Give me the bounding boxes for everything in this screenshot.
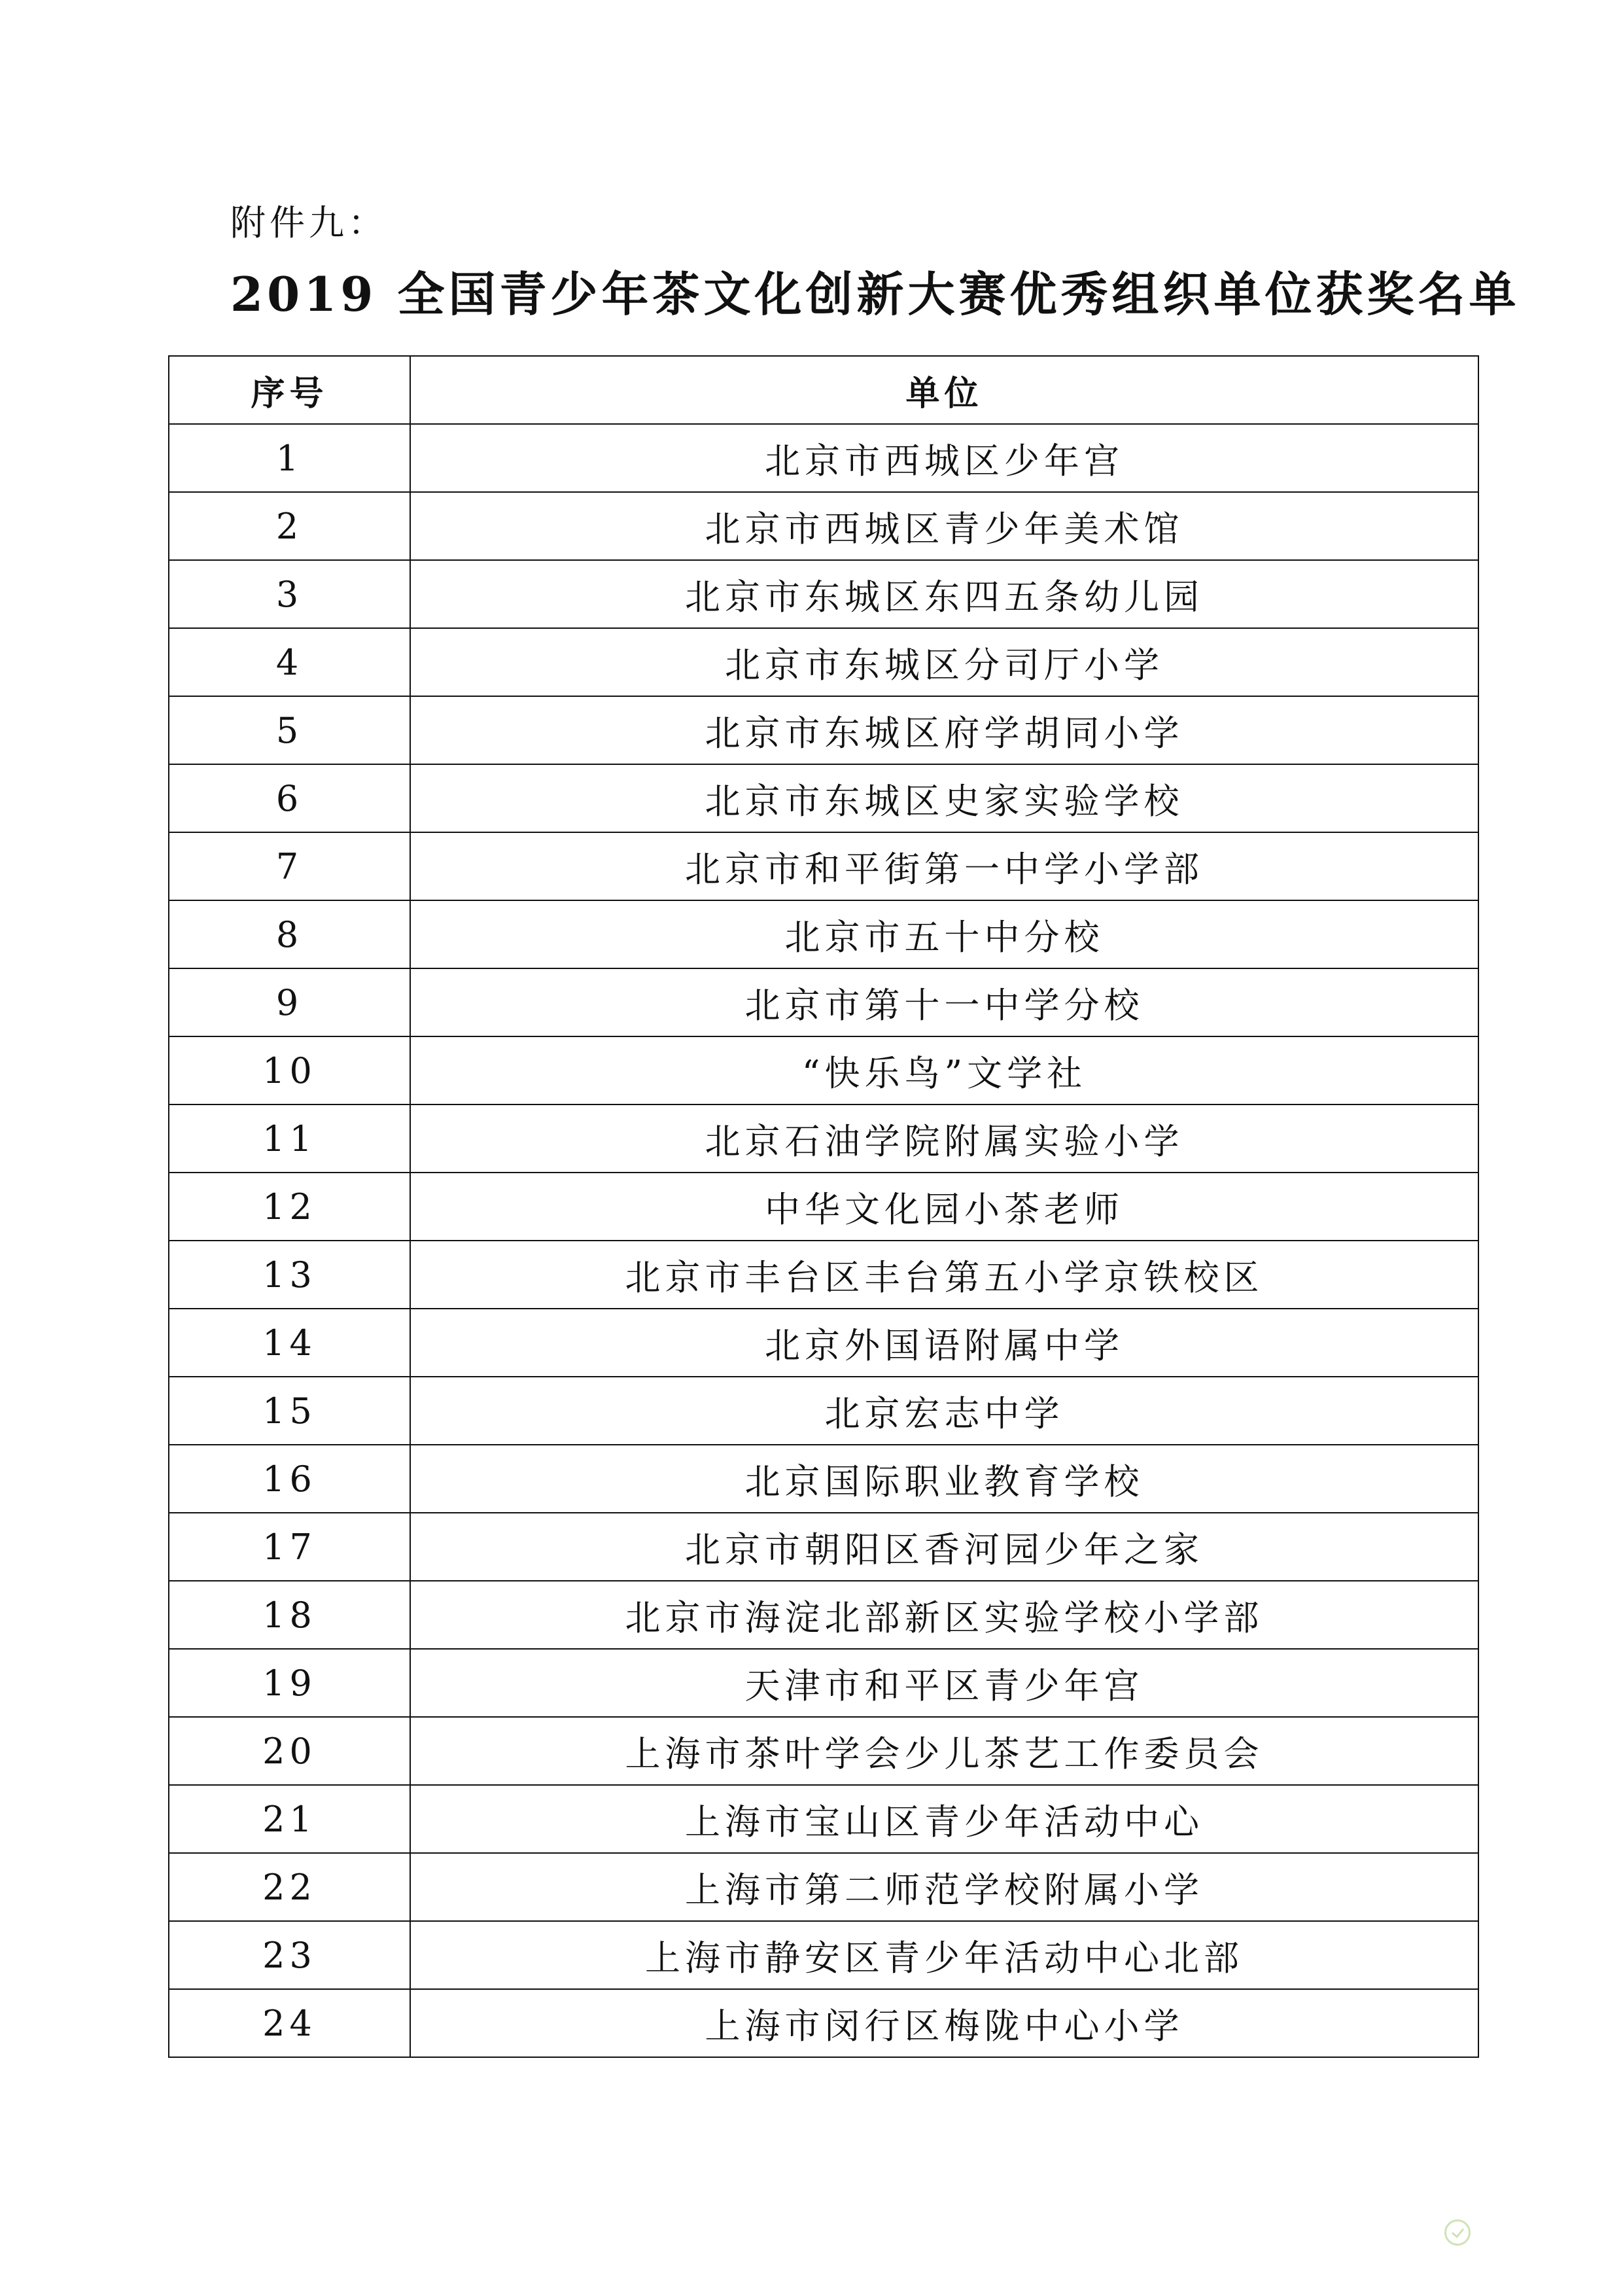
- row-number: 5: [169, 696, 410, 764]
- row-unit: 中华文化园小茶老师: [410, 1173, 1478, 1241]
- row-number: 2: [169, 492, 410, 560]
- table-row: [169, 696, 1478, 764]
- row-unit: 天津市和平区青少年宫: [410, 1649, 1478, 1717]
- table-row: [169, 900, 1478, 968]
- table-row: [169, 1241, 1478, 1309]
- row-number: 3: [169, 560, 410, 628]
- row-number: 10: [169, 1036, 410, 1104]
- row-unit: 上海市闵行区梅陇中心小学: [410, 1989, 1478, 2057]
- row-number: 22: [169, 1853, 410, 1921]
- row-number: 1: [169, 424, 410, 492]
- row-unit: 北京市东城区史家实验学校: [410, 764, 1478, 832]
- check-circle-icon: [1444, 2219, 1471, 2246]
- row-number: 14: [169, 1309, 410, 1377]
- table-row: [169, 1445, 1478, 1513]
- table-row: [169, 1581, 1478, 1649]
- row-number: 18: [169, 1581, 410, 1649]
- attachment-label: 附件九：: [230, 202, 387, 243]
- row-number: 11: [169, 1104, 410, 1173]
- table-row: [169, 832, 1478, 900]
- row-unit: 北京石油学院附属实验小学: [410, 1104, 1478, 1173]
- row-number: 19: [169, 1649, 410, 1717]
- row-unit: 北京外国语附属中学: [410, 1309, 1478, 1377]
- table-row: [169, 628, 1478, 696]
- table-row: [169, 1989, 1478, 2057]
- row-unit: 北京市五十中分校: [410, 900, 1478, 968]
- table-row: [169, 764, 1478, 832]
- table-row: [169, 968, 1478, 1036]
- table-row: [169, 1104, 1478, 1173]
- table-row: [169, 1717, 1478, 1785]
- row-unit: 北京市东城区东四五条幼儿园: [410, 560, 1478, 628]
- table-row: [169, 1309, 1478, 1377]
- table-header-row: [169, 356, 1478, 424]
- row-unit: 北京市西城区青少年美术馆: [410, 492, 1478, 560]
- table-row: [169, 1377, 1478, 1445]
- table-row: [169, 1853, 1478, 1921]
- header-unit: 单位: [410, 356, 1478, 424]
- table-row: [169, 1513, 1478, 1581]
- row-unit: 北京市海淀北部新区实验学校小学部: [410, 1581, 1478, 1649]
- row-number: 21: [169, 1785, 410, 1853]
- row-unit: 上海市静安区青少年活动中心北部: [410, 1921, 1478, 1989]
- header-number: 序号: [169, 356, 410, 424]
- row-unit: “快乐鸟”文学社: [410, 1036, 1478, 1104]
- table-row: [169, 1649, 1478, 1717]
- row-unit: 上海市茶叶学会少儿茶艺工作委员会: [410, 1717, 1478, 1785]
- row-unit: 北京市东城区分司厅小学: [410, 628, 1478, 696]
- table-body: [169, 424, 1478, 2057]
- row-unit: 北京市丰台区丰台第五小学京铁校区: [410, 1241, 1478, 1309]
- row-unit: 北京市东城区府学胡同小学: [410, 696, 1478, 764]
- row-number: 12: [169, 1173, 410, 1241]
- table-row: [169, 560, 1478, 628]
- row-unit: 北京市和平街第一中学小学部: [410, 832, 1478, 900]
- row-unit: 北京市朝阳区香河园少年之家: [410, 1513, 1478, 1581]
- table-row: [169, 1785, 1478, 1853]
- row-number: 4: [169, 628, 410, 696]
- row-number: 23: [169, 1921, 410, 1989]
- row-number: 16: [169, 1445, 410, 1513]
- row-number: 13: [169, 1241, 410, 1309]
- row-number: 15: [169, 1377, 410, 1445]
- award-table: [168, 355, 1479, 2058]
- row-number: 17: [169, 1513, 410, 1581]
- row-number: 7: [169, 832, 410, 900]
- table-row: [169, 424, 1478, 492]
- row-unit: 上海市宝山区青少年活动中心: [410, 1785, 1478, 1853]
- row-number: 20: [169, 1717, 410, 1785]
- row-unit: 上海市第二师范学校附属小学: [410, 1853, 1478, 1921]
- table-row: [169, 1036, 1478, 1104]
- row-unit: 北京市西城区少年宫: [410, 424, 1478, 492]
- table-row: [169, 492, 1478, 560]
- table-row: [169, 1173, 1478, 1241]
- row-number: 9: [169, 968, 410, 1036]
- table-row: [169, 1921, 1478, 1989]
- row-number: 8: [169, 900, 410, 968]
- row-unit: 北京宏志中学: [410, 1377, 1478, 1445]
- row-number: 6: [169, 764, 410, 832]
- row-number: 24: [169, 1989, 410, 2057]
- row-unit: 北京国际职业教育学校: [410, 1445, 1478, 1513]
- page-title: 2019 全国青少年茶文化创新大赛优秀组织单位获奖名单: [230, 266, 1520, 322]
- row-unit: 北京市第十一中学分校: [410, 968, 1478, 1036]
